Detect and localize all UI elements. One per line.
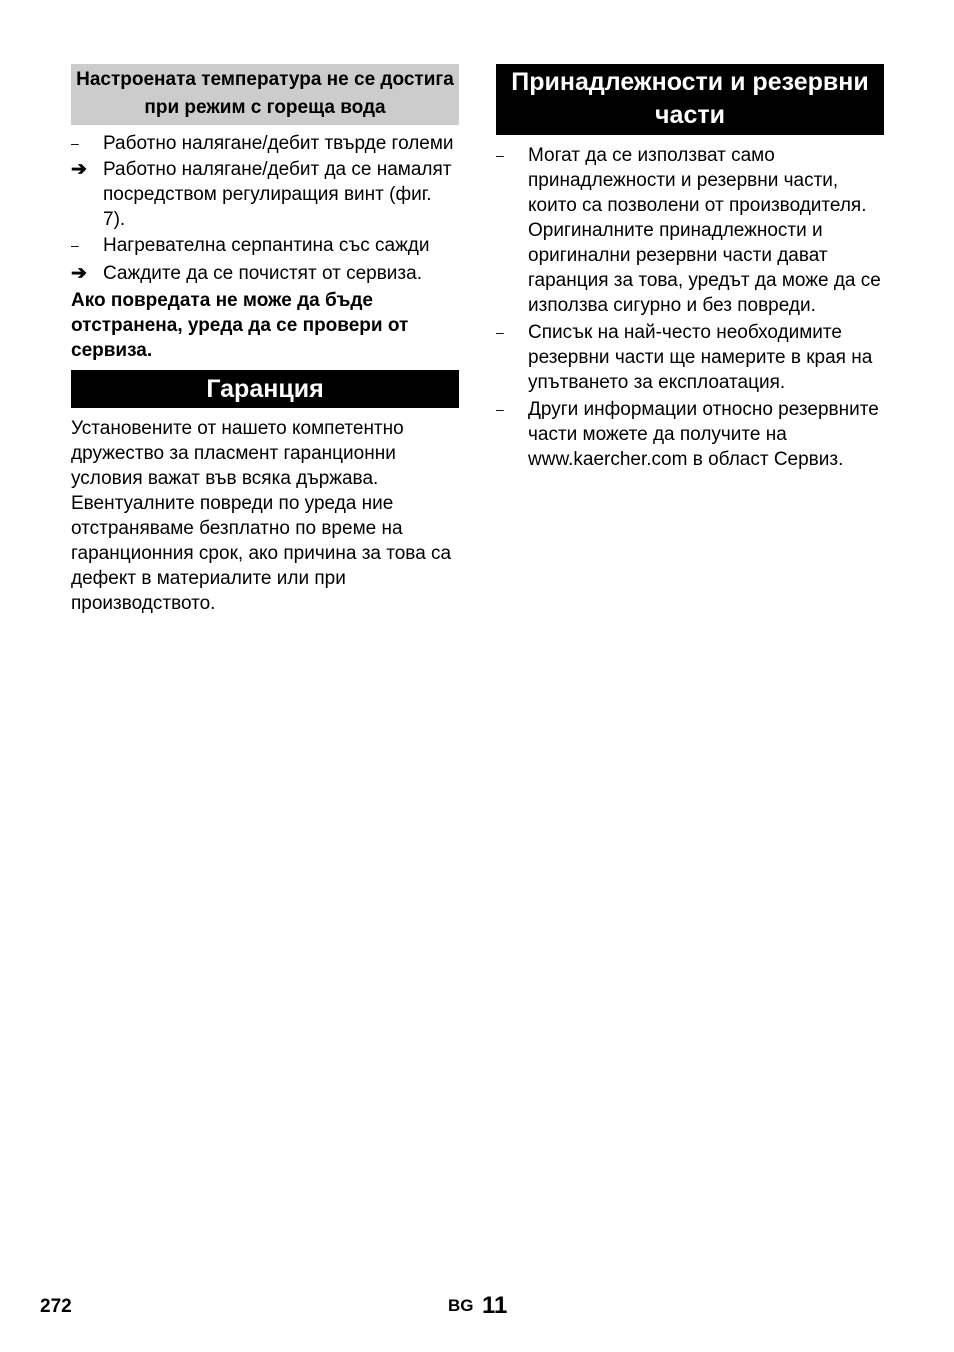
arrow-right-icon: ➔ bbox=[71, 159, 87, 180]
language-code: BG bbox=[448, 1296, 474, 1315]
dash-marker: – bbox=[71, 237, 79, 253]
warning-note: Ако повредата не може да бъде отстранена, уреда да се провери от сервиза. bbox=[71, 290, 409, 361]
list-item bbox=[496, 320, 884, 395]
list-item bbox=[496, 397, 884, 472]
list-item-text: Други информации относно резервните части можете да получите на www.kaercher.com в област Сервиз. bbox=[528, 399, 879, 470]
list-item bbox=[71, 157, 459, 232]
warranty-text: Установените от нашето компетентно дружество за пласмент гаранционни условия важат във всяка държава. Евентуалните повреди по уреда ние отстраняваме безплатно по време на гаранционния срок, ако причина за това са дефект в материалите или при производството. bbox=[71, 418, 452, 614]
section-page-number: 11 bbox=[482, 1292, 508, 1319]
accessories-heading: Принадлежности и резервни части bbox=[496, 64, 884, 135]
right-column bbox=[496, 64, 884, 472]
dash-marker: – bbox=[496, 324, 504, 340]
list-item bbox=[71, 131, 459, 156]
troubleshoot-list bbox=[71, 131, 459, 286]
list-item-text: Саждите да се почистят от сервиза. bbox=[103, 263, 422, 284]
dash-marker: – bbox=[496, 401, 504, 417]
list-item bbox=[496, 143, 884, 318]
list-item-text: Нагревателна серпантина със сажди bbox=[103, 235, 430, 256]
document-page-number: 272 bbox=[40, 1296, 72, 1317]
list-item-text: Списък на най-често необходимите резервни части ще намерите в края на упътването за експлоатация. bbox=[528, 322, 873, 393]
list-item-text: Могат да се използват само принадлежности и резервни части, които са позволени от производителя. Оригиналните принадлежности и оригинални резервни части дават гаранция за това, уредът да може да се използва сигурно и без повреди. bbox=[528, 145, 881, 316]
left-column bbox=[71, 64, 459, 616]
list-item-text: Работно налягане/дебит твърде големи bbox=[103, 133, 454, 154]
list-item-text: Работно налягане/дебит да се намалят посредством регулиращия винт (фиг. 7). bbox=[103, 159, 452, 230]
accessories-list bbox=[496, 143, 884, 472]
dash-marker: – bbox=[496, 147, 504, 163]
list-item bbox=[71, 261, 459, 286]
warranty-heading: Гаранция bbox=[71, 370, 459, 408]
dash-marker: – bbox=[71, 135, 79, 151]
list-item bbox=[71, 233, 459, 258]
troubleshoot-heading: Настроената температура не се достига при режим с гореща вода bbox=[71, 64, 459, 125]
arrow-right-icon: ➔ bbox=[71, 263, 87, 284]
